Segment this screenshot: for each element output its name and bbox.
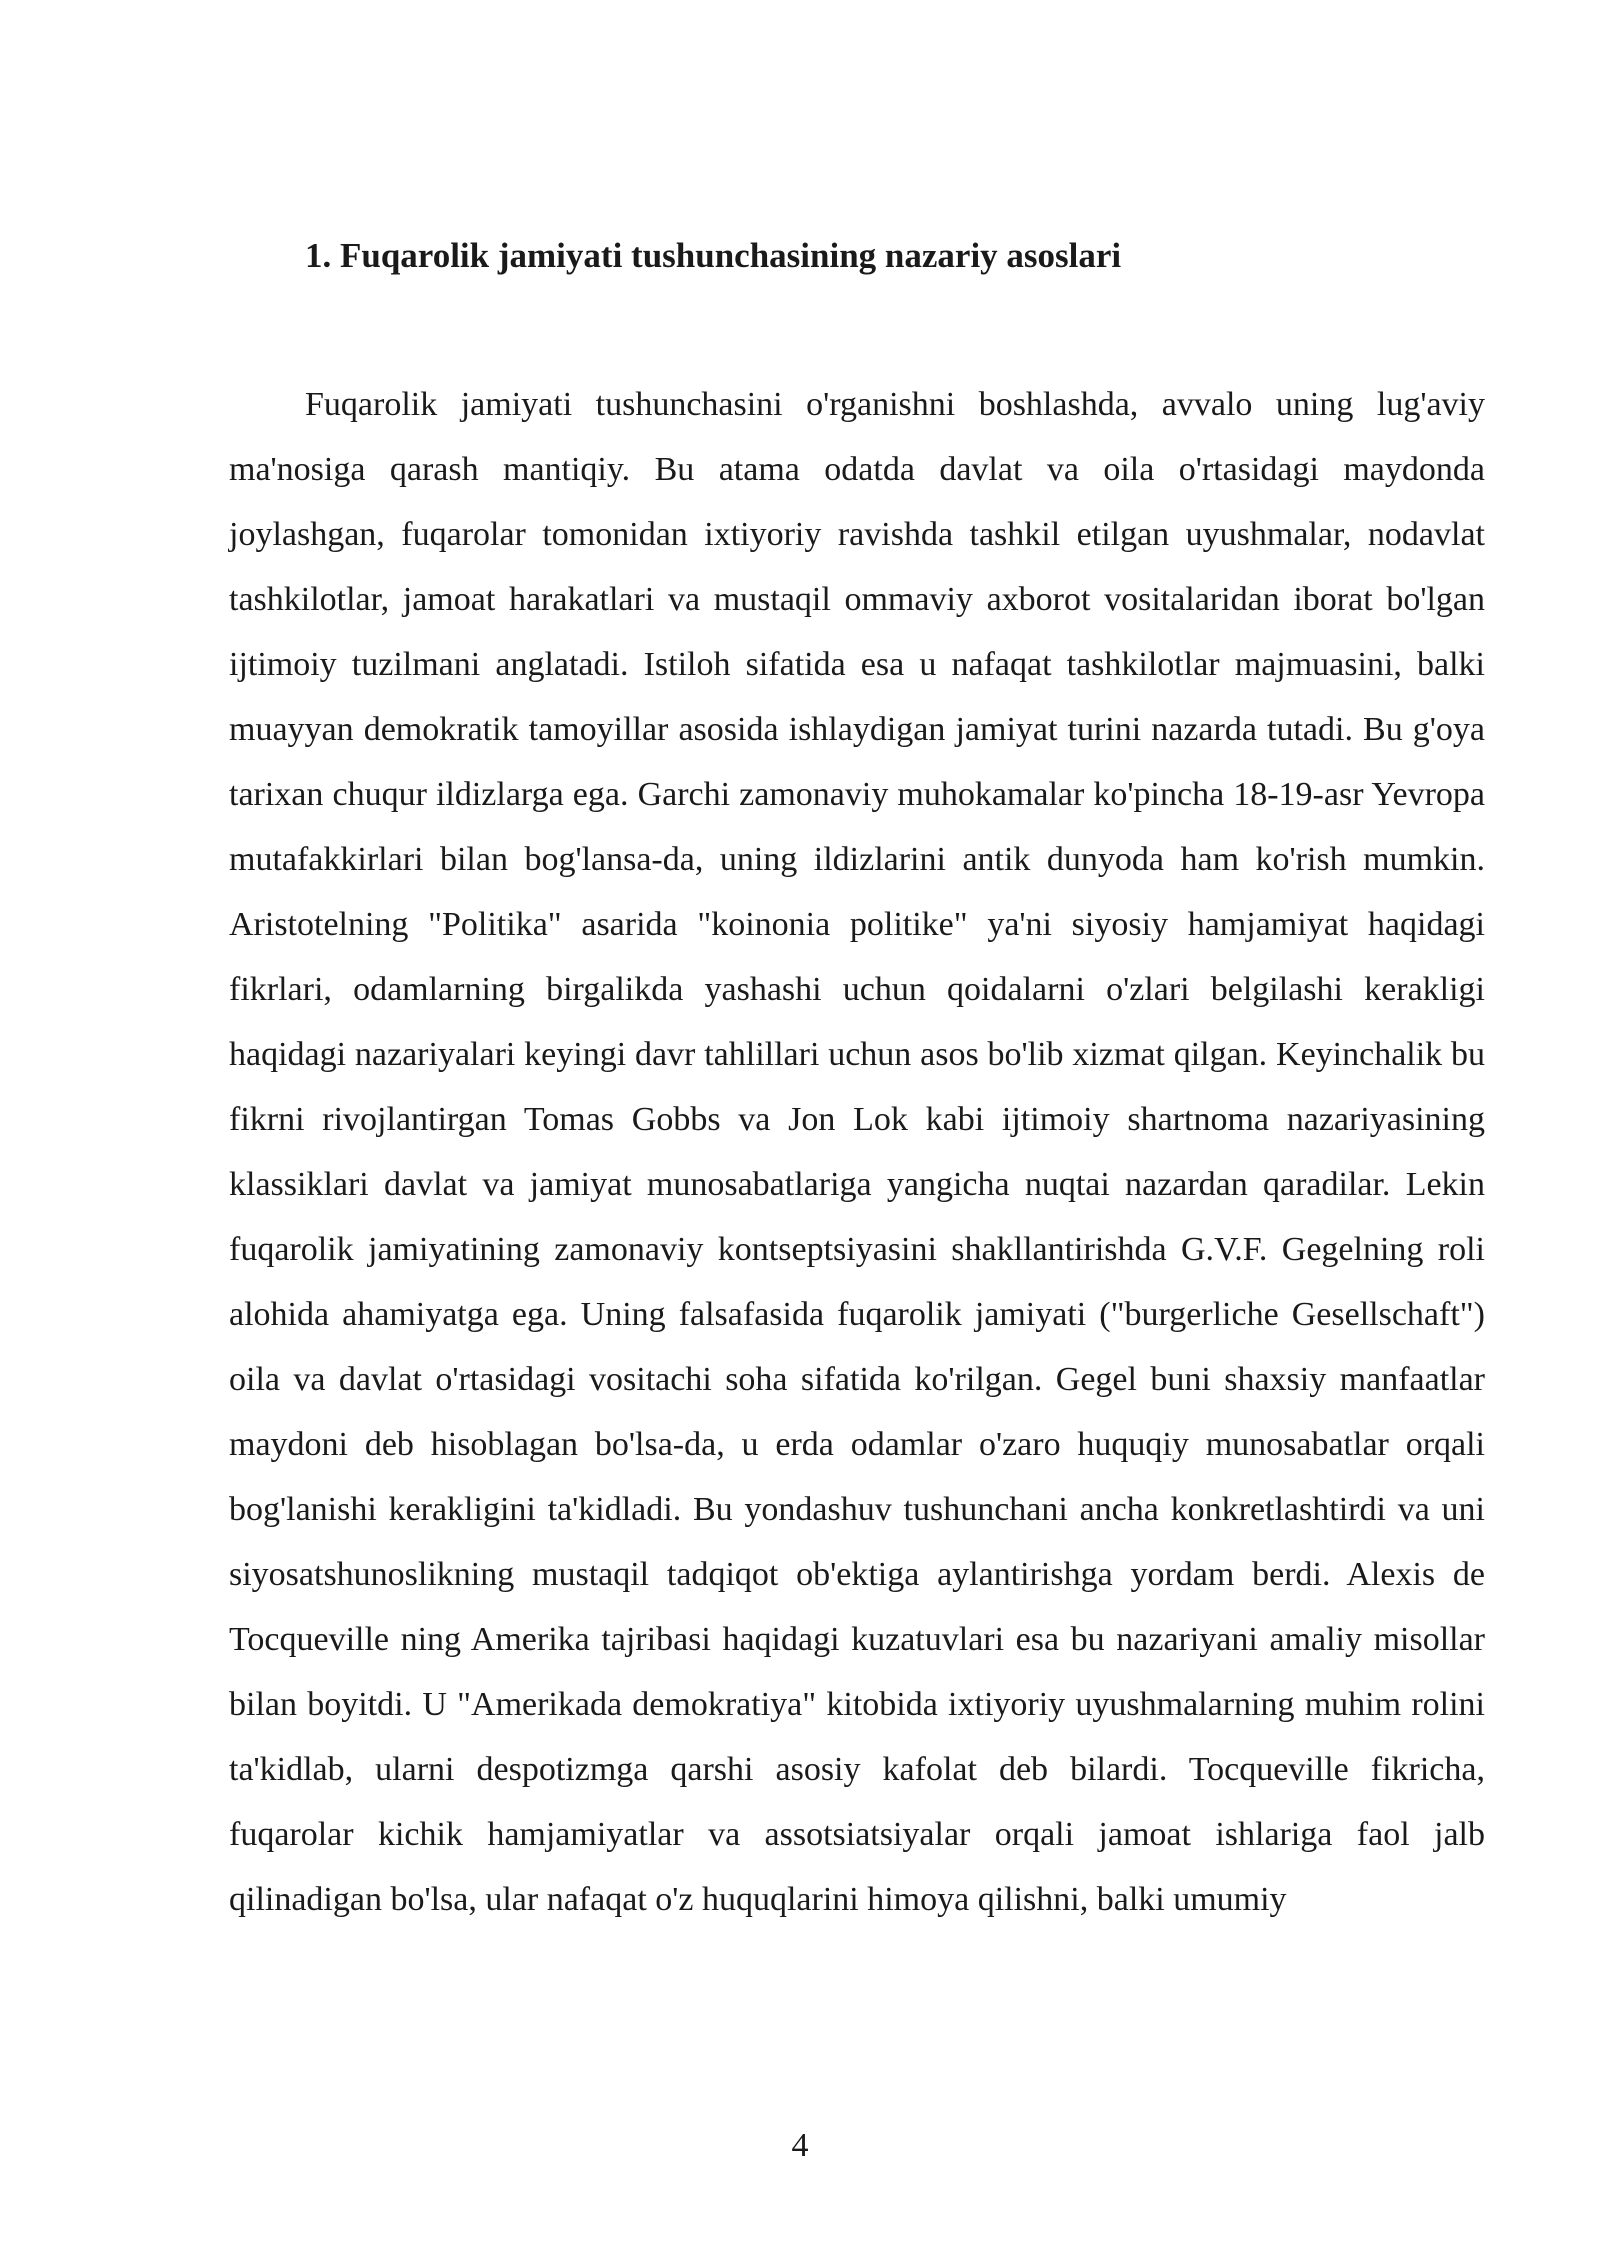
body-paragraph: Fuqarolik jamiyati tushunchasini o'rganishni boshlashda, avvalo uning lug'aviy ma'nosiga qarash mantiqiy. Bu atama odatda davlat va oila o'rtasidagi maydonda joylashgan, fuqarolar tomonidan ixtiyoriy ravishda tashkil etilgan uyushmalar, nodavlat tashkilotlar, jamoat harakatlari va mustaqil ommaviy axborot vositalaridan iborat bo'lgan ijtimoiy tuzilmani anglatadi. Istiloh sifatida esa u nafaqat tashkilotlar majmuasini, balki muayyan demokratik tamoyillar asosida ishlaydigan jamiyat turini nazarda tutadi. Bu g'oya tarixan chuqur ildizlarga ega. Garchi zamonaviy muhokamalar ko'pincha 18-19-asr Yevropa mutafakkirlari bilan bog'lansa-da, uning ildizlarini antik dunyoda ham ko'rish mumkin. Aristotelning "Politika" asarida "koinonia politike" ya'ni siyosiy hamjamiyat haqidagi fikrlari, odamlarning birgalikda yashashi uchun qoidalarni o'zlari belgilashi kerakligi haqidagi nazariyalari keyingi davr tahlillari uchun asos bo'lib xizmat qilgan. Keyinchalik bu fikrni rivojlantirgan Tomas Gobbs va Jon Lok kabi ijtimoiy shartnoma nazariyasining klassiklari davlat va jamiyat munosabatlariga yangicha nuqtai nazardan qaradilar. Lekin fuqarolik jamiyatining zamonaviy kontseptsiyasini shakllantirishda G.V.F. Gegelning roli alohida ahamiyatga ega. Uning falsafasida fuqarolik jamiyati ("burgerliche Gesellschaft") oila va davlat o'rtasidagi vositachi soha sifatida ko'rilgan. Gegel buni shaxsiy manfaatlar maydoni deb hisoblagan bo'lsa-da, u erda odamlar o'zaro huquqiy munosabatlar orqali bog'lanishi kerakligini ta'kidladi. Bu yondashuv tushunchani ancha konkretlashtirdi va uni siyosatshunoslikning mustaqil tadqiqot ob'ektiga aylantirishga yordam berdi. Alexis de Tocqueville ning Amerika tajribasi haqidagi kuzatuvlari esa bu nazariyani amaliy misollar bilan boyitdi. U "Amerikada demokratiya" kitobida ixtiyoriy uyushmalarning muhim rolini ta'kidlab, ularni despotizmga qarshi asosiy kafolat deb bilardi. Tocqueville fikricha, fuqarolar kichik hamjamiyatlar va assotsiatsiyalar orqali jamoat ishlariga faol jalb qilinadigan bo'lsa, ular nafaqat o'z huquqlarini himoya qilishni, balki umumiy (229, 386, 1485, 1918)
section-heading: 1. Fuqarolik jamiyati tushunchasining nazariy asoslari (305, 236, 1122, 275)
page-number: 4 (791, 2127, 809, 2164)
